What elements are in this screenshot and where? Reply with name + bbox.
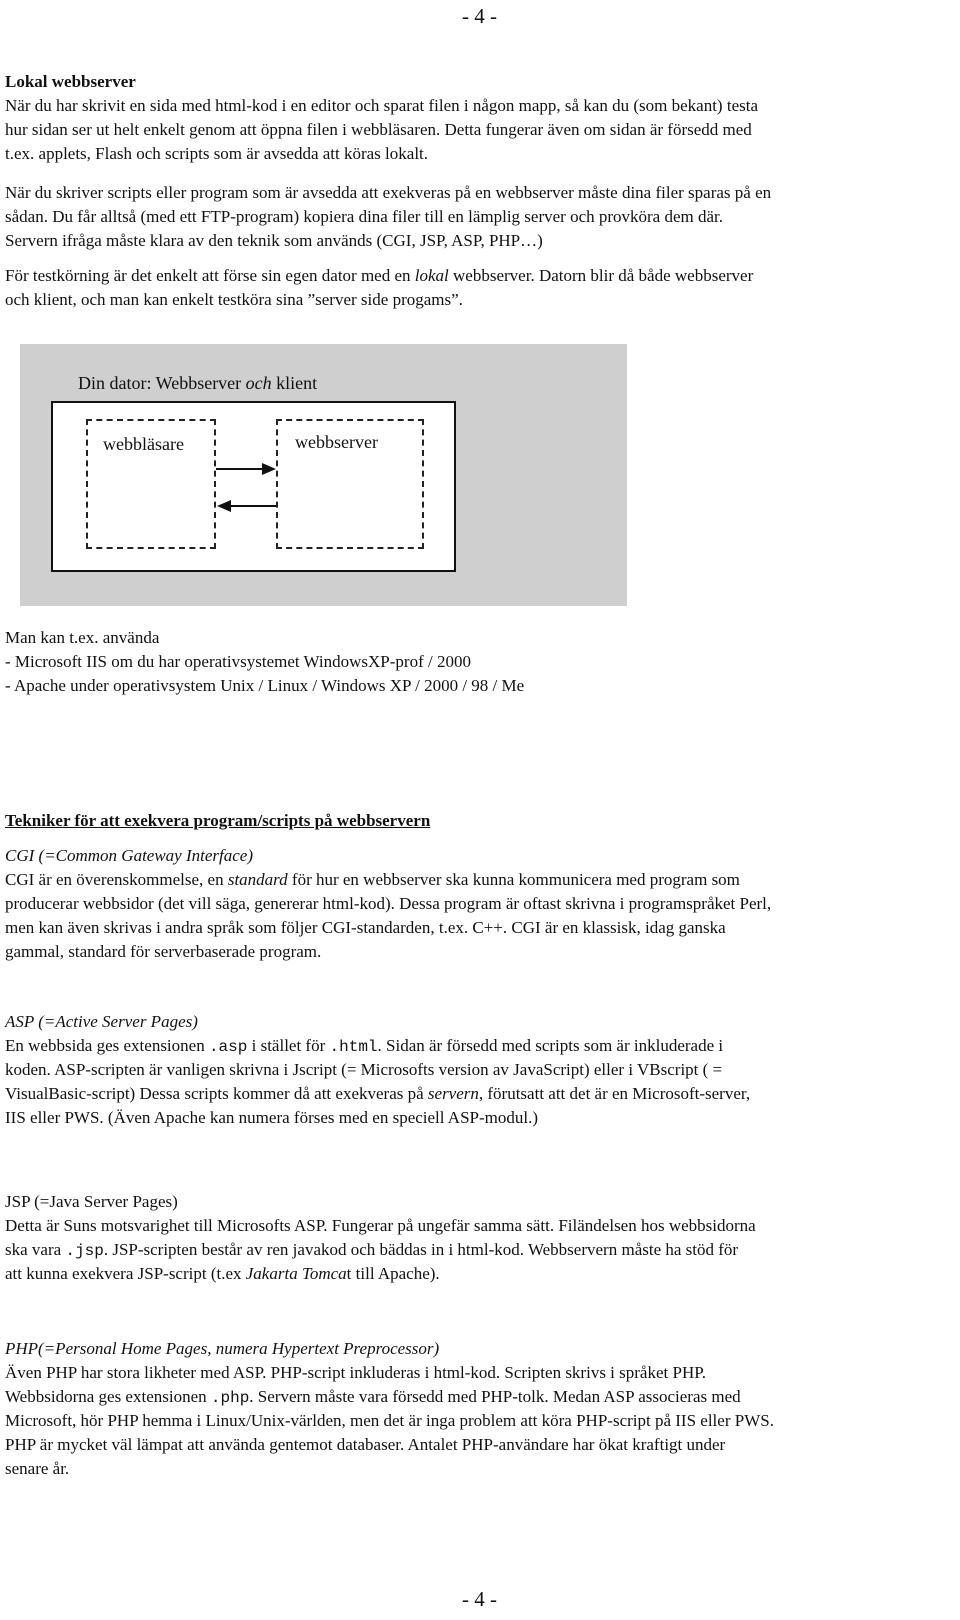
paragraph-line: När du har skrivit en sida med html-kod i en editor och sparat filen i någon mapp, så kan du (som bekant) testa (5, 96, 758, 115)
text-span: Din dator: Webbserver (78, 373, 246, 393)
paragraph-line (5, 869, 740, 891)
paragraph-line: Microsoft, hör PHP hemma i Linux/Unix-världen, men det är inga problem att köra PHP-script på IIS eller PWS. (5, 1411, 774, 1430)
paragraph-line: PHP är mycket väl lämpat att använda gentemot databaser. Antalet PHP-användare har ökat kraftigt under (5, 1435, 726, 1454)
webserver-label: webbserver (295, 432, 378, 452)
jsp-heading: JSP (=Java Server Pages) (5, 1192, 178, 1211)
text-span: t till Apache). (346, 1264, 440, 1283)
emphasis-och: och (245, 373, 272, 393)
text-span: klient (271, 373, 318, 393)
text-span: i stället för (247, 1036, 330, 1055)
paragraph-line: Detta är Suns motsvarighet till Microsofts ASP. Fungerar på ungefär samma sätt. Filändelsen hos webbsidorna (5, 1216, 756, 1235)
text-span: En webbsida ges extensionen (5, 1036, 209, 1055)
emphasis-standard: standard (227, 870, 288, 889)
paragraph-line: Servern ifråga måste klara av den teknik som används (CGI, JSP, ASP, PHP…) (5, 231, 543, 250)
paragraph-line: hur sidan ser ut helt enkelt genom att öppna filen i webbläsaren. Detta fungerar även om sidan är försedd med (5, 120, 752, 139)
paragraph-line (5, 1083, 750, 1105)
text-span: , förutsatt att det är en Microsoft-server, (478, 1084, 751, 1103)
text-span: . JSP-scripten består av ren javakod och bäddas in i html-kod. Webbservern måste ha stöd för (103, 1240, 739, 1259)
code-html-extension: .html (329, 1038, 378, 1056)
paragraph-line: koden. ASP-scripten är vanligen skrivna i Jscript (= Microsofts version av JavaScript) eller i VBscript ( = (5, 1060, 723, 1079)
page-number-top: - 4 - (462, 4, 497, 28)
text-span: För testkörning är det enkelt att förse sin egen dator med en (5, 266, 415, 285)
paragraph-line (5, 1239, 738, 1262)
usage-item: - Apache under operativsystem Unix / Linux / Windows XP / 2000 / 98 / Me (5, 676, 525, 695)
text-span: CGI är en överenskommelse, en (5, 870, 228, 889)
text-span: . Servern måste vara försedd med PHP-tolk. Medan ASP associeras med (249, 1387, 741, 1406)
section-title-local-webserver: Lokal webbserver (5, 72, 136, 91)
section-title-techniques: Tekniker för att exekvera program/scripts på webbservern (5, 811, 431, 830)
response-arrow-icon (217, 500, 276, 512)
paragraph-line: IIS eller PWS. (Även Apache kan numera förses med en speciell ASP-modul.) (5, 1108, 539, 1127)
emphasis-servern: servern (427, 1084, 479, 1103)
paragraph-line: men kan även skrivas i andra språk som följer CGI-standarden, t.ex. C++. CGI är en klassisk, idag ganska (5, 918, 726, 937)
asp-heading: ASP (=Active Server Pages) (5, 1012, 198, 1031)
usage-item: - Microsoft IIS om du har operativsystemet WindowsXP-prof / 2000 (5, 652, 471, 671)
paragraph-line (5, 1386, 741, 1409)
text-span: för hur en webbserver ska kunna kommunicera med program som (287, 870, 740, 889)
paragraph-line (5, 1263, 440, 1285)
php-heading: PHP(=Personal Home Pages, numera Hypertext Preprocessor) (5, 1339, 440, 1358)
text-span: . Sidan är försedd med scripts som är inkluderade i (377, 1036, 724, 1055)
paragraph-line (5, 1035, 723, 1058)
code-jsp-extension: .jsp (65, 1242, 104, 1260)
text-span: VisualBasic-script) Dessa scripts kommer då att exekveras på (5, 1084, 428, 1103)
paragraph-line: När du skriver scripts eller program som är avsedda att exekveras på en webbserver måste dina filer sparas på en (5, 183, 772, 202)
paragraph-line: gammal, standard för serverbaserade program. (5, 942, 322, 961)
usage-intro: Man kan t.ex. använda (5, 628, 160, 647)
text-span: att kunna exekvera JSP-script (t.ex (5, 1264, 246, 1283)
paragraph-line: och klient, och man kan enkelt testköra sina ”server side progams”. (5, 290, 463, 309)
text-span: Webbsidorna ges extensionen (5, 1387, 211, 1406)
text-span: webbserver. Datorn blir då både webbserver (448, 266, 754, 285)
text-span: ska vara (5, 1240, 66, 1259)
request-arrow-icon (216, 463, 276, 475)
paragraph-line: senare år. (5, 1459, 70, 1478)
paragraph-line: t.ex. applets, Flash och scripts som är avsedda att köras lokalt. (5, 144, 429, 163)
browser-label: webbläsare (103, 434, 184, 454)
page-number-bottom: - 4 - (462, 1587, 497, 1611)
paragraph-line: Även PHP har stora likheter med ASP. PHP-script inkluderas i html-kod. Scripten skrivs i språket PHP. (5, 1363, 707, 1382)
code-asp-extension: .asp (208, 1038, 248, 1056)
emphasis-lokal: lokal (414, 266, 449, 285)
emphasis-jakarta-tomcat: Jakarta Tomca (245, 1264, 347, 1283)
paragraph-line: producerar webbsidor (det vill säga, genererar html-kod). Dessa program är oftast skrivna i programspråket Perl, (5, 894, 772, 913)
cgi-heading: CGI (=Common Gateway Interface) (5, 846, 254, 865)
paragraph-line: sådan. Du får alltså (med ett FTP-program) kopiera dina filer till en lämplig server och provköra dem där. (5, 207, 724, 226)
code-php-extension: .php (210, 1389, 250, 1407)
